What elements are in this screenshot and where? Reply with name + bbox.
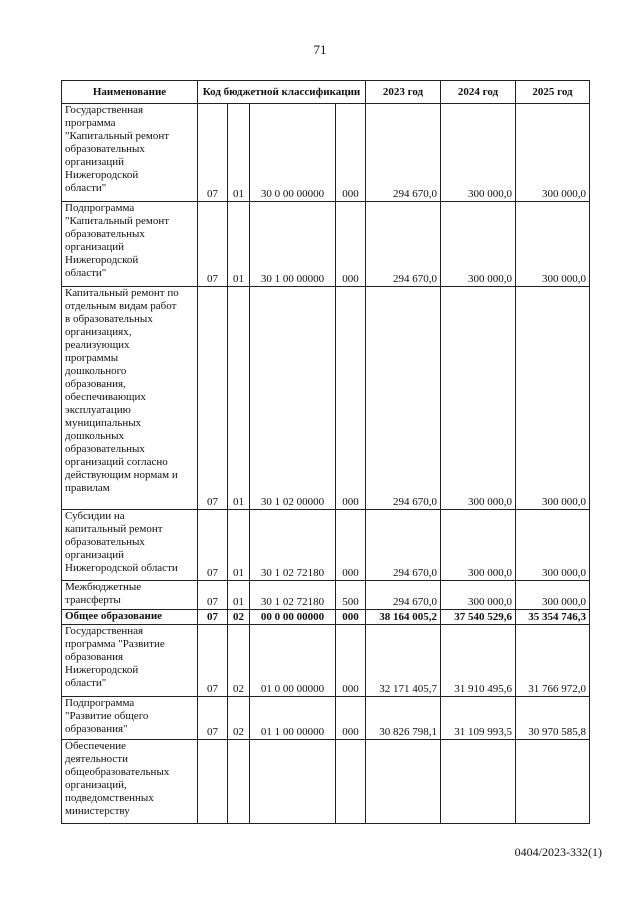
table-row: [62, 510, 590, 581]
value-2025: 300 000,0: [516, 581, 590, 610]
code-type: 000: [336, 697, 366, 740]
code-subsection: 01: [228, 581, 250, 610]
code-section: 07: [198, 202, 228, 287]
table-row: [62, 625, 590, 697]
value-2025: 300 000,0: [516, 287, 590, 510]
value-2023: [366, 740, 441, 824]
table-row: [62, 581, 590, 610]
code-type: 000: [336, 625, 366, 697]
value-2024: 31 109 993,5: [441, 697, 516, 740]
code-target: 30 1 02 72180: [250, 510, 336, 581]
page-number: 71: [313, 42, 327, 57]
value-2024: 37 540 529,6: [441, 610, 516, 625]
table-row: [62, 104, 590, 202]
budget-table: [61, 80, 590, 824]
code-subsection: [228, 740, 250, 824]
value-2024: 300 000,0: [441, 104, 516, 202]
row-name: Межбюджетные трансферты: [62, 581, 198, 610]
table-row: [62, 202, 590, 287]
value-2023: 294 670,0: [366, 581, 441, 610]
value-2025: 300 000,0: [516, 510, 590, 581]
value-2023: 38 164 005,2: [366, 610, 441, 625]
code-type: 500: [336, 581, 366, 610]
table-row: [62, 610, 590, 625]
code-subsection: 01: [228, 510, 250, 581]
value-2025: 300 000,0: [516, 104, 590, 202]
code-target: 30 0 00 00000: [250, 104, 336, 202]
value-2025: [516, 740, 590, 824]
code-subsection: 01: [228, 287, 250, 510]
code-subsection: 02: [228, 697, 250, 740]
document-code: 0404/2023-332(1): [514, 845, 602, 859]
value-2025: 31 766 972,0: [516, 625, 590, 697]
value-2024: 300 000,0: [441, 202, 516, 287]
row-name: Подпрограмма "Капитальный ремонт образовательных организаций Нижегородской области": [62, 202, 198, 287]
header-2023: 2023 год: [366, 81, 441, 104]
value-2023: 32 171 405,7: [366, 625, 441, 697]
code-target: 01 1 00 00000: [250, 697, 336, 740]
code-type: 000: [336, 287, 366, 510]
code-type: 000: [336, 510, 366, 581]
value-2023: 294 670,0: [366, 202, 441, 287]
code-target: 00 0 00 00000: [250, 610, 336, 625]
value-2023: 294 670,0: [366, 510, 441, 581]
value-2024: [441, 740, 516, 824]
code-section: 07: [198, 610, 228, 625]
row-name: Общее образование: [62, 610, 198, 625]
row-name: Государственная программа "Капитальный ремонт образовательных организаций Нижегородской области": [62, 104, 198, 202]
header-2025: 2025 год: [516, 81, 590, 104]
code-target: 30 1 02 00000: [250, 287, 336, 510]
header-code: Код бюджетной классификации: [198, 81, 366, 104]
code-target: 30 1 02 72180: [250, 581, 336, 610]
table-row: [62, 740, 590, 824]
code-subsection: 02: [228, 610, 250, 625]
code-target: 01 0 00 00000: [250, 625, 336, 697]
value-2025: 300 000,0: [516, 202, 590, 287]
value-2024: 300 000,0: [441, 510, 516, 581]
code-type: [336, 740, 366, 824]
code-subsection: 01: [228, 202, 250, 287]
value-2024: 31 910 495,6: [441, 625, 516, 697]
code-target: 30 1 00 00000: [250, 202, 336, 287]
row-name: Государственная программа "Развитие образования Нижегородской области": [62, 625, 198, 697]
code-section: 07: [198, 510, 228, 581]
table-body: [62, 104, 590, 824]
table-header-row: [62, 81, 590, 104]
row-name: Подпрограмма "Развитие общего образования": [62, 697, 198, 740]
row-name: Капитальный ремонт по отдельным видам работ в образовательных организациях, реализующих программы дошкольного образования, обеспечивающих эксплуатацию муниципальных дошкольных образовательных организаций согласно действующим нормам и правилам: [62, 287, 198, 510]
value-2023: 30 826 798,1: [366, 697, 441, 740]
row-name: Обеспечение деятельности общеобразовательных организаций, подведомственных министерству: [62, 740, 198, 824]
code-type: 000: [336, 104, 366, 202]
code-section: 07: [198, 697, 228, 740]
value-2024: 300 000,0: [441, 287, 516, 510]
code-section: 07: [198, 581, 228, 610]
table-row: [62, 697, 590, 740]
row-name: Субсидии на капитальный ремонт образовательных организаций Нижегородской области: [62, 510, 198, 581]
header-2024: 2024 год: [441, 81, 516, 104]
code-subsection: 02: [228, 625, 250, 697]
code-target: [250, 740, 336, 824]
value-2023: 294 670,0: [366, 104, 441, 202]
value-2025: 35 354 746,3: [516, 610, 590, 625]
code-type: 000: [336, 202, 366, 287]
table-row: [62, 287, 590, 510]
code-section: 07: [198, 104, 228, 202]
value-2024: 300 000,0: [441, 581, 516, 610]
code-section: 07: [198, 287, 228, 510]
code-section: [198, 740, 228, 824]
header-name: Наименование: [62, 81, 198, 104]
code-section: 07: [198, 625, 228, 697]
value-2025: 30 970 585,8: [516, 697, 590, 740]
code-type: 000: [336, 610, 366, 625]
value-2023: 294 670,0: [366, 287, 441, 510]
code-subsection: 01: [228, 104, 250, 202]
